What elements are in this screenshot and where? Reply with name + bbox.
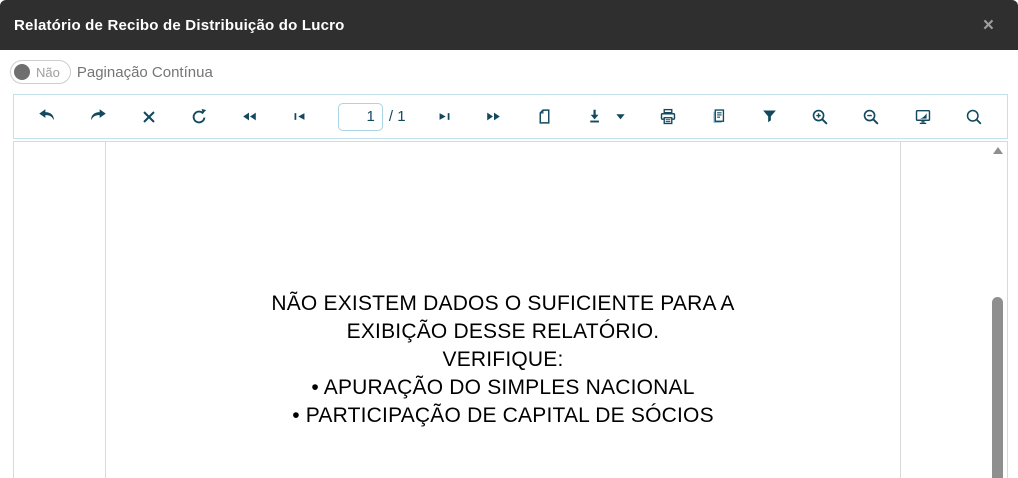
print-icon: [659, 108, 677, 126]
close-x-icon: [141, 109, 157, 125]
report-pages-button[interactable]: [708, 106, 729, 127]
zoom-in-icon: [811, 108, 829, 126]
print-button[interactable]: [657, 106, 679, 128]
zoom-out-button[interactable]: [860, 106, 882, 128]
vertical-scrollbar[interactable]: [991, 144, 1004, 478]
filter-button[interactable]: [759, 106, 780, 127]
redo-button[interactable]: [87, 106, 109, 128]
message-line: NÃO EXISTEM DADOS O SUFICIENTE PARA A: [271, 292, 735, 315]
document-viewer[interactable]: [13, 141, 1008, 478]
download-options-button[interactable]: [613, 109, 628, 124]
zoom-out-icon: [862, 108, 880, 126]
download-options-caret-icon: [615, 111, 626, 122]
undo-button[interactable]: [36, 106, 58, 128]
page-navigation-group: [338, 103, 406, 131]
message-line: • PARTICIPAÇÃO DE CAPITAL DE SÓCIOS: [292, 404, 714, 427]
zoom-in-button[interactable]: [809, 106, 831, 128]
pagination-toggle-row: [0, 50, 1018, 94]
viewer-toolbar: [13, 94, 1008, 139]
previous-double-icon: [241, 108, 258, 125]
last-page-icon: [437, 109, 452, 124]
download-icon: [586, 108, 603, 125]
close-document-button[interactable]: [139, 107, 159, 127]
fit-to-screen-button[interactable]: [912, 106, 934, 128]
toggle-knob-icon: [14, 64, 30, 80]
continuous-pagination-toggle[interactable]: [10, 60, 71, 84]
message-line: VERIFIQUE:: [442, 348, 564, 371]
filter-icon: [761, 108, 778, 125]
refresh-button[interactable]: [188, 106, 210, 128]
forward-double-icon: [485, 108, 502, 125]
search-icon: [965, 108, 983, 126]
fit-to-screen-icon: [914, 108, 932, 126]
forward-double-button[interactable]: [483, 106, 504, 127]
toggle-state-label: Não: [36, 64, 60, 80]
first-page-icon: [292, 109, 307, 124]
first-page-button[interactable]: [290, 107, 309, 126]
last-page-button[interactable]: [435, 107, 454, 126]
download-button[interactable]: [584, 106, 605, 127]
download-split-button: [584, 106, 628, 127]
page-number-input[interactable]: [338, 103, 383, 131]
previous-double-button[interactable]: [239, 106, 260, 127]
message-line: • APURAÇÃO DO SIMPLES NACIONAL: [311, 376, 695, 399]
search-button[interactable]: [963, 106, 985, 128]
modal-title: Relatório de Recibo de Distribuição do Lucro: [14, 16, 345, 34]
no-data-message: [106, 290, 900, 430]
page-right-edge: [900, 142, 901, 478]
blank-document-button[interactable]: [534, 106, 555, 127]
scroll-up-arrow-icon: [993, 147, 1003, 154]
scroll-up-button[interactable]: [991, 144, 1004, 156]
redo-icon: [89, 108, 107, 126]
report-pages-icon: [710, 108, 727, 125]
blank-document-icon: [536, 108, 553, 125]
close-x-icon: ×: [982, 14, 994, 36]
page-total-label: / 1: [388, 108, 406, 125]
toggle-label: Paginação Contínua: [76, 63, 213, 81]
refresh-icon: [190, 108, 208, 126]
undo-icon: [38, 108, 56, 126]
message-line: EXIBIÇÃO DESSE RELATÓRIO.: [346, 320, 660, 343]
close-button[interactable]: [979, 12, 998, 39]
modal-header: [0, 0, 1018, 50]
scrollbar-thumb[interactable]: [992, 297, 1003, 478]
